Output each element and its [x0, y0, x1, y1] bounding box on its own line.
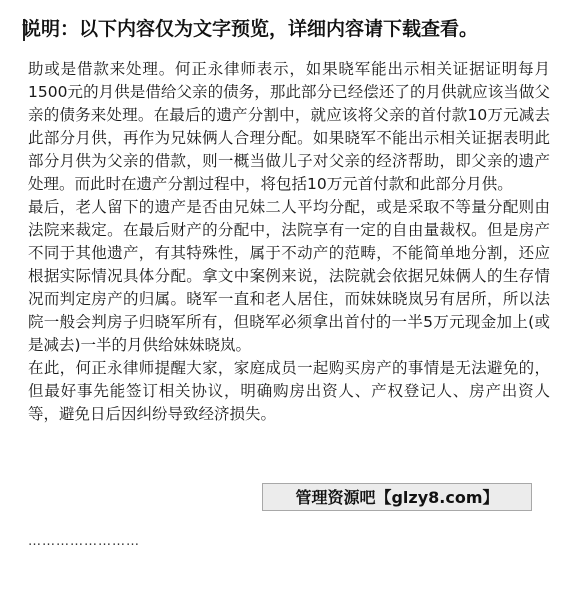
paragraph-1: 助或是借款来处理。何正永律师表示，如果晓军能出示相关证据证明每月1500元的月供是借给父亲的债务，那此部分已经偿还了的月供就应该当做父亲的债务来处理。在最后的遗产分割中，就应该将父亲的首付款10万元减去此部分月供，再作为兄妹俩人合理分配。如果晓军不能出示相关证据表明此部分月供为父亲的借款，则一概当做儿子对父亲的经济帮助，即父亲的遗产处理。而此时在遗产分割过程中，将包括10万元首付款和此部分月供。: [28, 60, 550, 193]
document-body: [28, 58, 550, 426]
watermark-banner: 管理资源吧【glzy8.com】: [262, 483, 532, 511]
preview-notice: 说明：以下内容仅为文字预览，详细内容请下载查看。: [22, 18, 479, 40]
truncation-ellipsis: ……………………: [28, 534, 140, 549]
paragraph-2: 最后，老人留下的遗产是否由兄妹二人平均分配，或是采取不等量分配则由法院来裁定。在最后财产的分配中，法院享有一定的自由量裁权。但是房产不同于其他遗产，有其特殊性，属于不动产的范畴，不能简单地分割，还应根据实际情况具体分配。拿文中案例来说，法院就会依据兄妹俩人的生存情况而判定房产的归属。晓军一直和老人居住，而妹妹晓岚另有居所，所以法院一般会判房子归晓军所有，但晓军必须拿出首付的一半5万元现金加上(或是减去)一半的月供给妹妹晓岚。: [28, 198, 550, 354]
paragraph-3: 在此，何正永律师提醒大家，家庭成员一起购买房产的事情是无法避免的，但最好事先能签订相关协议，明确购房出资人、产权登记人、房产出资人等，避免日后因纠纷导致经济损失。: [28, 359, 550, 423]
